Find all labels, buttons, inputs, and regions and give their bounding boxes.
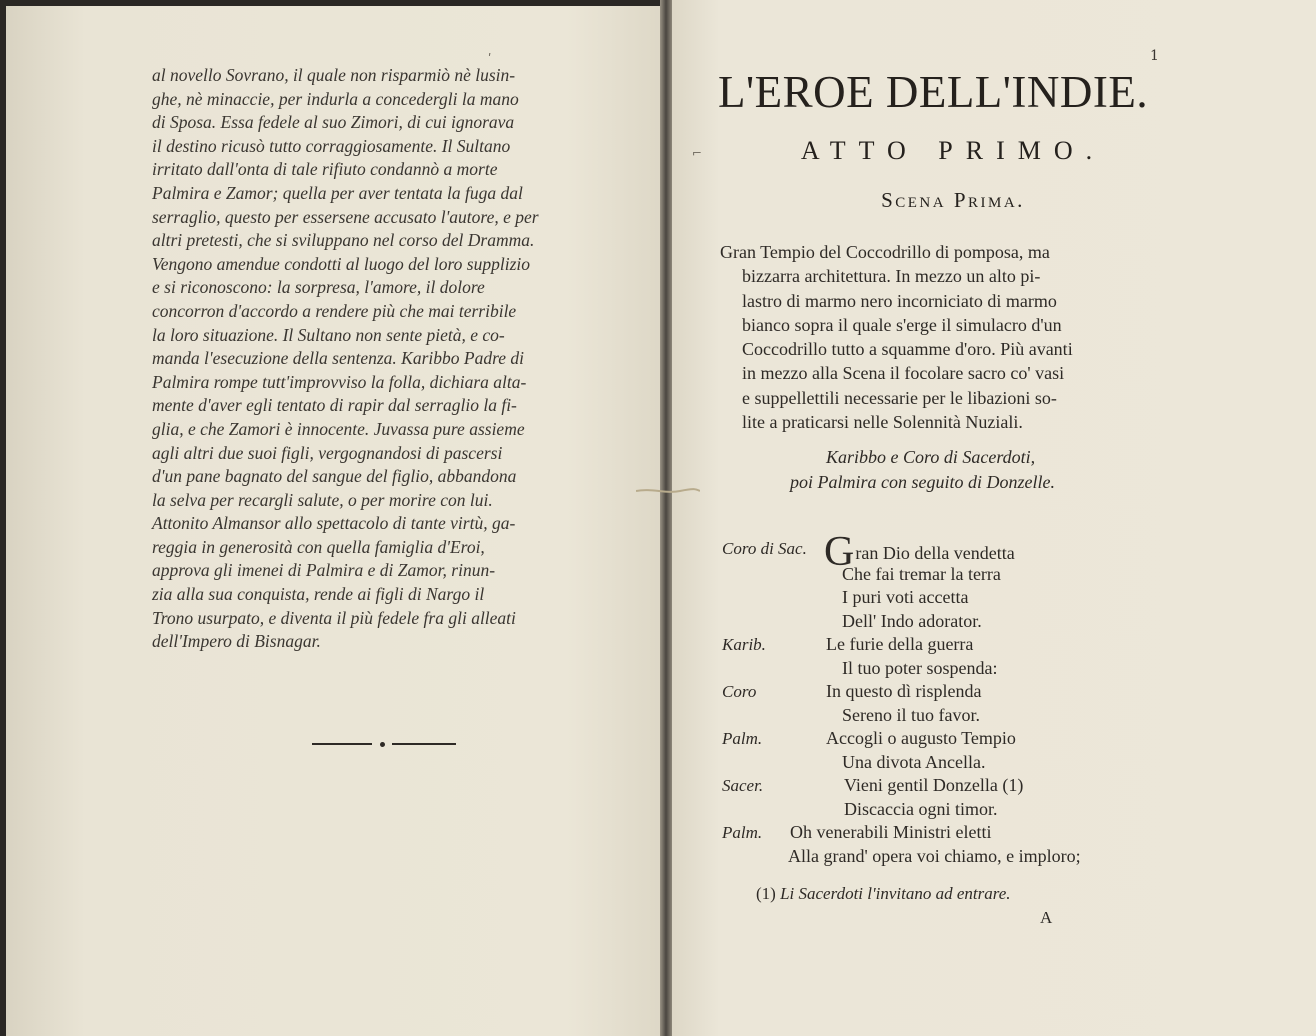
description-line: bizzarra architettura. In mezzo un alto pi- [742, 266, 1041, 287]
book-gutter [660, 0, 672, 1036]
text-line: e si riconoscono: la sorpresa, l'amore, il dolore [152, 277, 485, 298]
speaker-name: Palm. [722, 729, 763, 748]
speaker-name: Sacer. [722, 776, 764, 795]
verse-line: Accogli o augusto Tempio [826, 728, 1016, 748]
cast-line: Karibbo e Coro di Sacerdoti, [826, 447, 1036, 467]
text-line: dell'Impero di Bisnagar. [152, 631, 321, 652]
dialogue-row [722, 845, 1192, 869]
text-line: glia, e che Zamori è innocente. Juvassa pure assieme [152, 418, 525, 439]
left-page-text [152, 64, 612, 654]
description-line: e suppellettili necessarie per le libazioni so- [742, 387, 1057, 408]
dialogue-row [722, 563, 1192, 587]
speaker-name: Karib. [722, 635, 766, 654]
verse-line: Una divota Ancella. [842, 751, 986, 772]
text-line: di Sposa. Essa fedele al suo Zimori, di cui ignorava [152, 112, 515, 133]
dialogue-row [722, 633, 1192, 657]
footnote [756, 884, 1156, 904]
text-line: mente d'aver egli tentato di rapir dal serraglio la fi- [152, 395, 517, 416]
page-speck: ʹ [488, 52, 492, 66]
text-line: d'un pane bagnato del sangue del figlio, abbandona [152, 466, 517, 487]
text-line: ghe, nè minaccie, per indurla a concedergli la mano [152, 88, 519, 109]
speaker-name: Coro di Sac. [722, 539, 807, 558]
text-line: Attonito Almansor allo spettacolo di tante virtù, ga- [152, 513, 516, 534]
verse-line: Oh venerabili Ministri eletti [790, 822, 992, 842]
cast-list [718, 445, 1188, 495]
verse-line: Le furie della guerra [826, 634, 974, 654]
verse-line: I puri voti accetta [842, 587, 969, 607]
text-line: Palmira rompe tutt'improvviso la folla, dichiara alta- [152, 371, 527, 392]
page-number: 1 [1150, 48, 1159, 64]
text-line: Vengono amendue condotti al luogo del loro supplizio [152, 253, 531, 274]
speaker-name: Coro [722, 682, 757, 701]
description-line: Coccodrillo tutto a squamme d'oro. Più avanti [742, 339, 1073, 360]
act-heading: ATTO PRIMO. [800, 136, 1106, 165]
footnote-marker: (1) [756, 884, 776, 903]
verse-line: In questo dì risplenda [826, 681, 982, 701]
verse-text: ran Dio della vendetta [855, 543, 1015, 563]
dialogue-row [722, 610, 1192, 634]
text-line: serraglio, questo per essersene accusato l'autore, e per [152, 206, 539, 227]
dialogue-row [722, 657, 1192, 681]
description-line: bianco sopra il quale s'erge il simulacro d'un [742, 314, 1062, 335]
binding-thread [636, 488, 700, 494]
page-title: L'EROE DELL'INDIE. [718, 67, 1149, 117]
footnote-text: Li Sacerdoti l'invitano ad entrare. [780, 884, 1011, 903]
scene-heading: Scena Prima. [881, 188, 1025, 212]
verse-line: Discaccia ogni timor. [844, 798, 998, 819]
text-line: agli altri due suoi figli, vergognandosi di pascersi [152, 442, 503, 463]
dialogue [722, 529, 1192, 868]
description-line: Gran Tempio del Coccodrillo di pomposa, ma [720, 242, 1050, 262]
verse-line: Dell' Indo adorator. [842, 610, 982, 631]
description-line: lite a praticarsi nelle Solennità Nuziali. [742, 412, 1023, 433]
signature-mark: A [1040, 908, 1053, 927]
verse-line: Che fai tremar la terra [842, 563, 1001, 584]
verse-line: Alla grand' opera voi chiamo, e imploro; [788, 845, 1081, 866]
text-line: la loro situazione. Il Sultano non sente pietà, e co- [152, 324, 505, 345]
text-line: Trono usurpato, e diventa il più fedele fra gli alleati [152, 607, 516, 628]
verse-line: Vieni gentil Donzella (1) [844, 775, 1024, 795]
verse-line: Sereno il tuo favor. [842, 704, 980, 725]
text-line: concorron d'accordo a rendere più che mai terribile [152, 300, 517, 321]
verse-line: Il tuo poter sospenda: [842, 657, 998, 678]
drop-cap: G [824, 529, 855, 575]
text-line: Palmira e Zamor; quella per aver tentata la fuga dal [152, 182, 523, 203]
text-line: irritato dall'onta di tale rifiuto condannò a morte [152, 159, 498, 180]
text-line: altri pretesti, che si sviluppano nel corso del Dramma. [152, 230, 535, 251]
stage-description [720, 240, 1190, 434]
text-line: zia alla sua conquista, rende ai figli di Nargo il [152, 584, 485, 605]
dialogue-row [722, 774, 1192, 798]
description-line: in mezzo alla Scena il focolare sacro co' vasi [742, 363, 1065, 384]
description-line: lastro di marmo nero incorniciato di marmo [742, 290, 1057, 311]
dialogue-row [722, 798, 1192, 822]
text-line: reggia in generosità con quella famiglia d'Eroi, [152, 536, 485, 557]
dialogue-row [722, 704, 1192, 728]
text-line: il destino ricusò tutto corraggiosamente. Il Sultano [152, 135, 511, 156]
speaker-name: Palm. [722, 823, 763, 842]
dialogue-row [722, 727, 1192, 751]
text-line: al novello Sovrano, il quale non risparmiò nè lusin- [152, 65, 516, 85]
page-speck: ⌐ [692, 146, 703, 160]
text-line: la selva per recargli salute, o per morire con lui. [152, 489, 493, 510]
text-line: approva gli imenei di Palmira e di Zamor, rinun- [152, 560, 496, 581]
text-line: manda l'esecuzione della sentenza. Karibbo Padre di [152, 348, 525, 369]
cast-line: poi Palmira con seguito di Donzelle. [790, 472, 1055, 492]
dialogue-row [722, 680, 1192, 704]
dialogue-row [722, 751, 1192, 775]
section-ornament [312, 740, 456, 748]
dialogue-row [722, 586, 1192, 610]
dialogue-row [722, 821, 1192, 845]
